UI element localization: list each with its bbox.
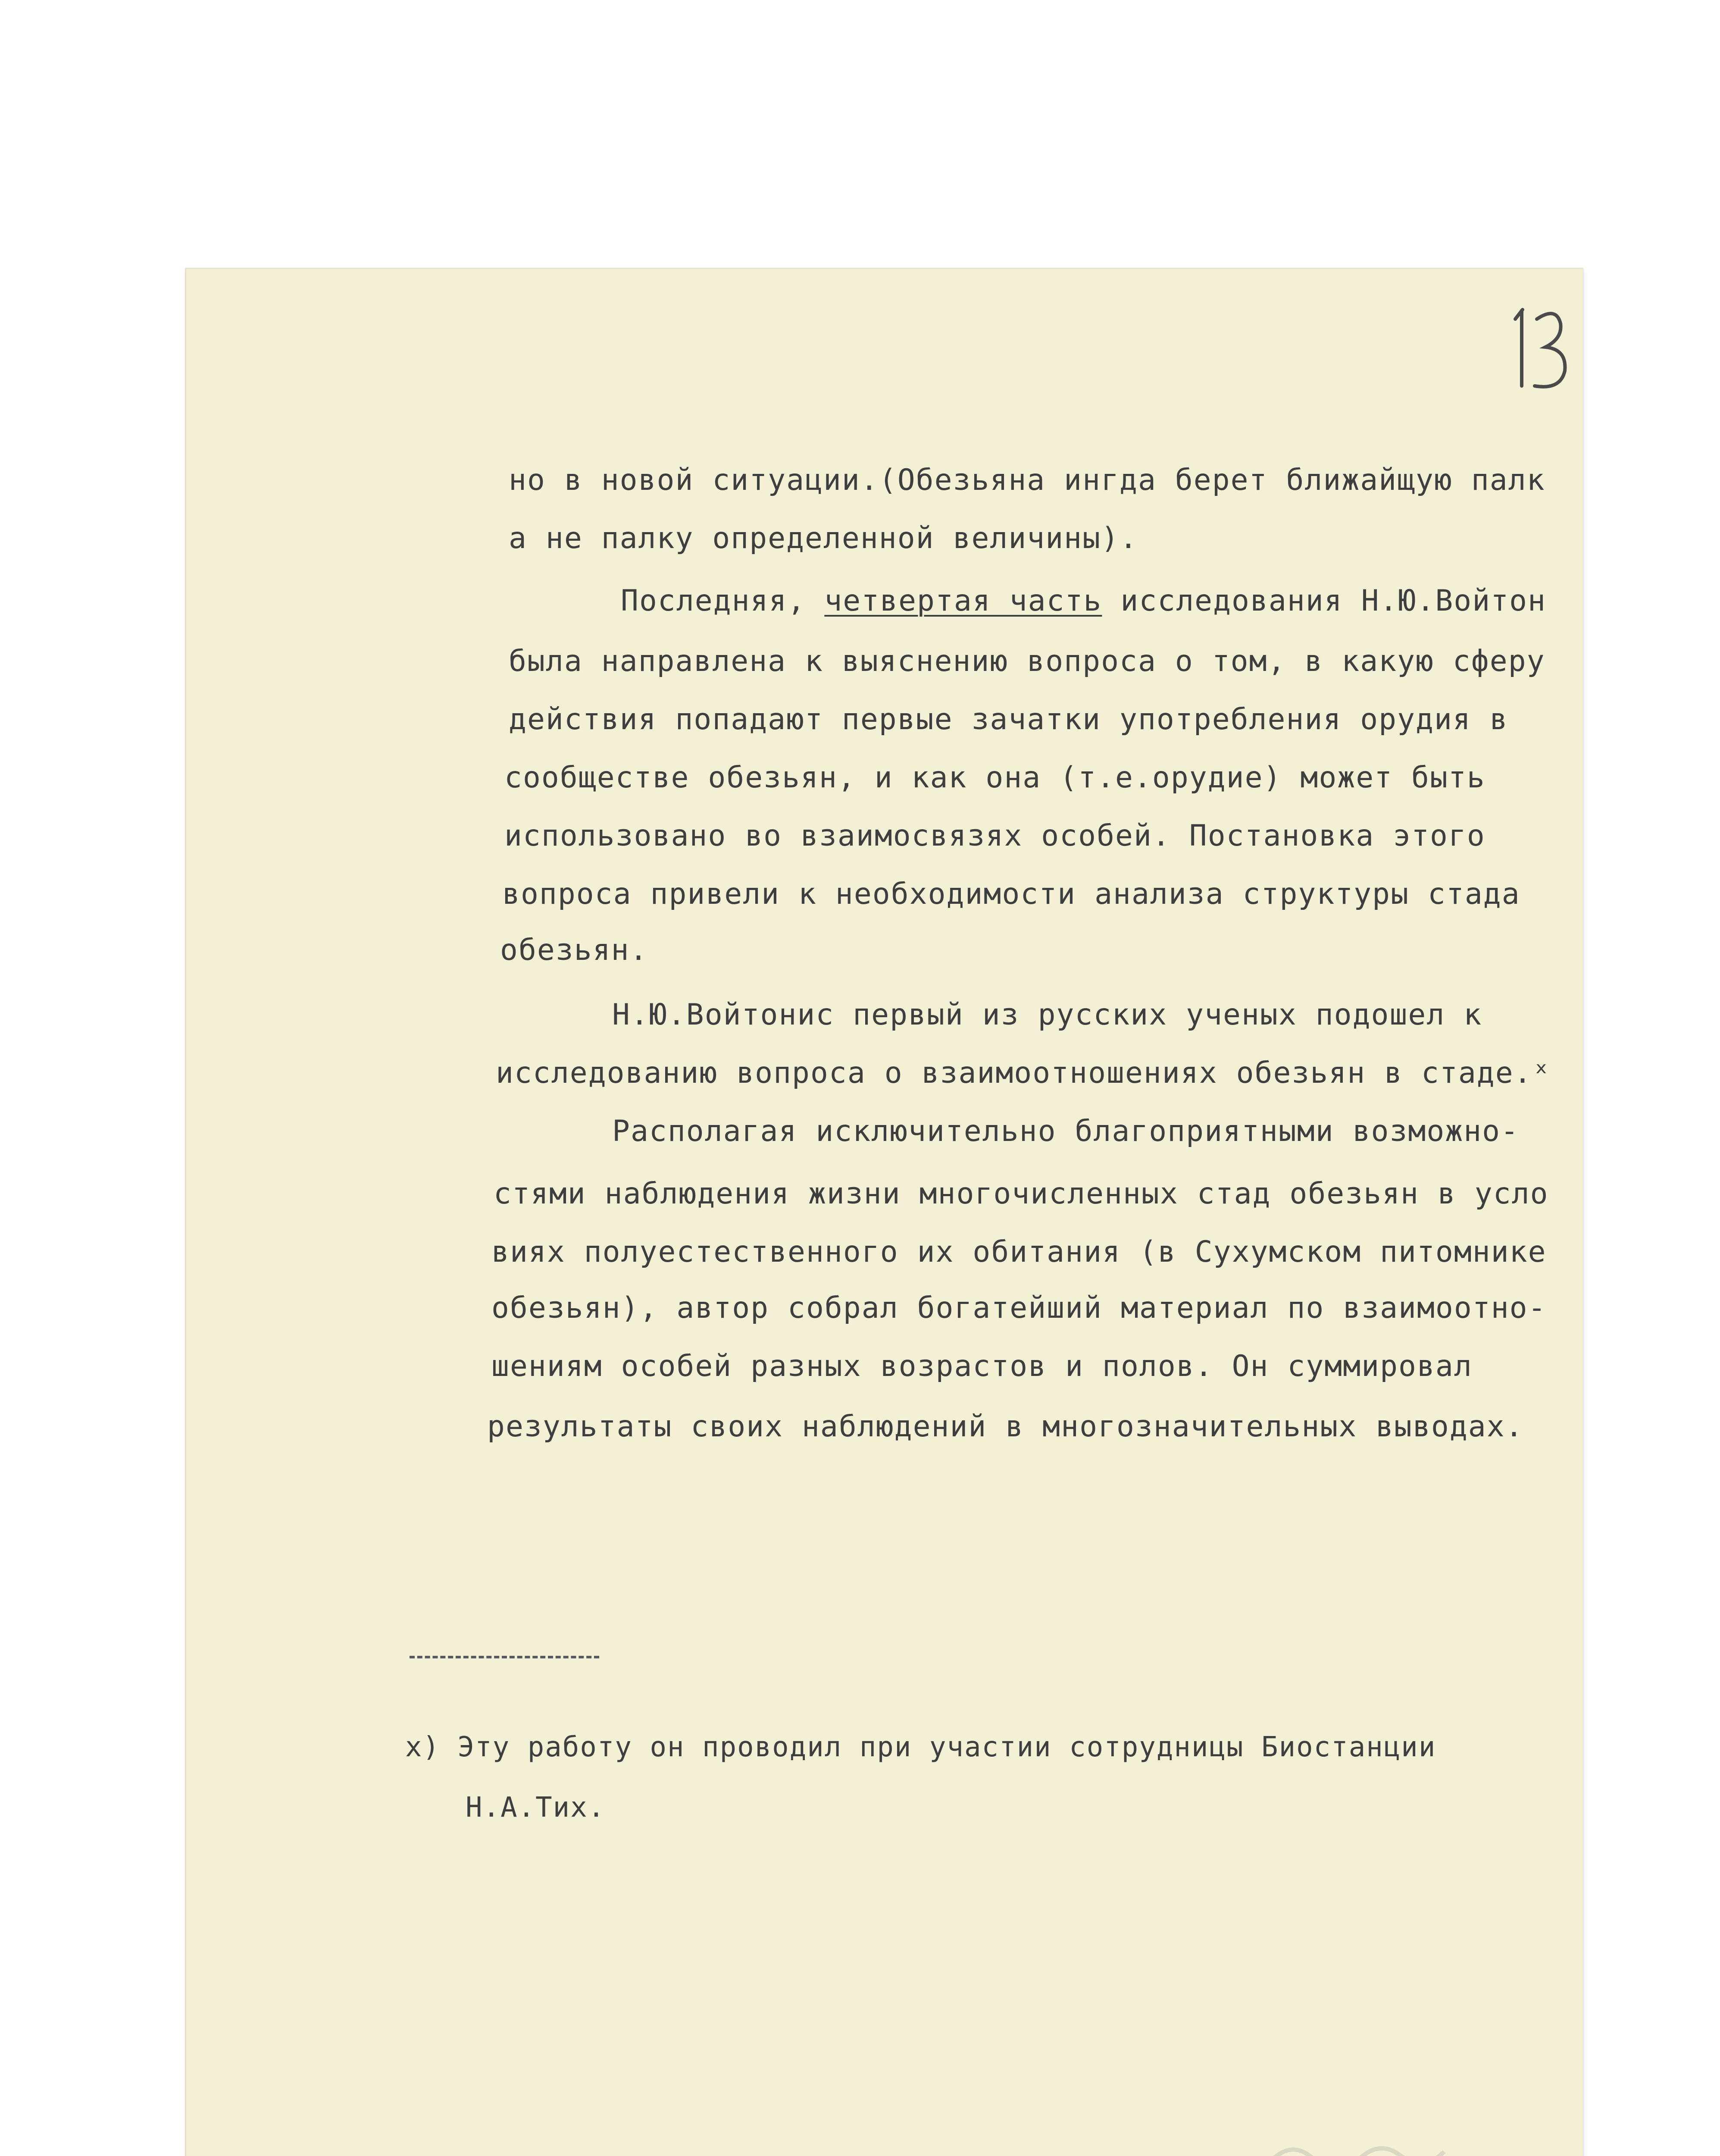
handwritten-folio-number bbox=[1509, 298, 1573, 401]
text-line-14: виях полуестественного их обитания (в Сухумском питомнике bbox=[491, 1235, 1547, 1269]
text-line-4: была направлена к выяснению вопроса о том, в какую сферу bbox=[509, 644, 1545, 678]
text-line-11: исследованию вопроса о взаимоотношениях обезьян в стаде.ˣ bbox=[496, 1056, 1551, 1090]
footnote-line-1: х) Эту работу он проводил при участии сотрудницы Биостанции bbox=[405, 1731, 1436, 1763]
text-line-1: но в новой ситуации.(Обезьяна ингда берет ближайщую палк bbox=[509, 463, 1545, 497]
text-line-13: стями наблюдения жизни многочисленных стад обезьян в усло bbox=[494, 1177, 1549, 1211]
text-line-3-end: исследования Н.Ю.Войтон bbox=[1102, 584, 1546, 618]
underlined-phrase: четвертая часть bbox=[824, 584, 1102, 618]
footnote-line-2: Н.А.Тих. bbox=[466, 1792, 606, 1824]
text-line-6: сообществе обезьян, и как она (т.е.орудие) может быть bbox=[504, 761, 1485, 795]
text-line-5: действия попадают первые зачатки употребления орудия в bbox=[509, 702, 1508, 736]
text-line-3-start: Последняя, bbox=[621, 584, 825, 618]
text-line-15: обезьян), автор собрал богатейший материал по взаимоотно- bbox=[491, 1291, 1547, 1325]
text-line-10: Н.Ю.Войтонис первый из русских ученых подошел к bbox=[612, 998, 1482, 1032]
faded-stamp bbox=[1267, 2126, 1448, 2156]
text-line-2: а не палку определенной величины). bbox=[509, 521, 1138, 555]
text-line-8: вопроса привели к необходимости анализа структуры стада bbox=[502, 877, 1520, 911]
text-line-17: результаты своих наблюдений в многозначительных выводах. bbox=[487, 1410, 1524, 1444]
text-line-3 bbox=[621, 586, 1546, 616]
text-line-9: обезьян. bbox=[500, 933, 648, 967]
footnote-separator bbox=[410, 1656, 599, 1658]
text-line-7: использовано во взаимосвязях особей. Постановка этого bbox=[504, 819, 1485, 853]
text-line-16: шениям особей разных возрастов и полов. Он суммировал bbox=[491, 1349, 1473, 1383]
text-line-12: Располагая исключительно благоприятными возможно- bbox=[612, 1114, 1520, 1148]
